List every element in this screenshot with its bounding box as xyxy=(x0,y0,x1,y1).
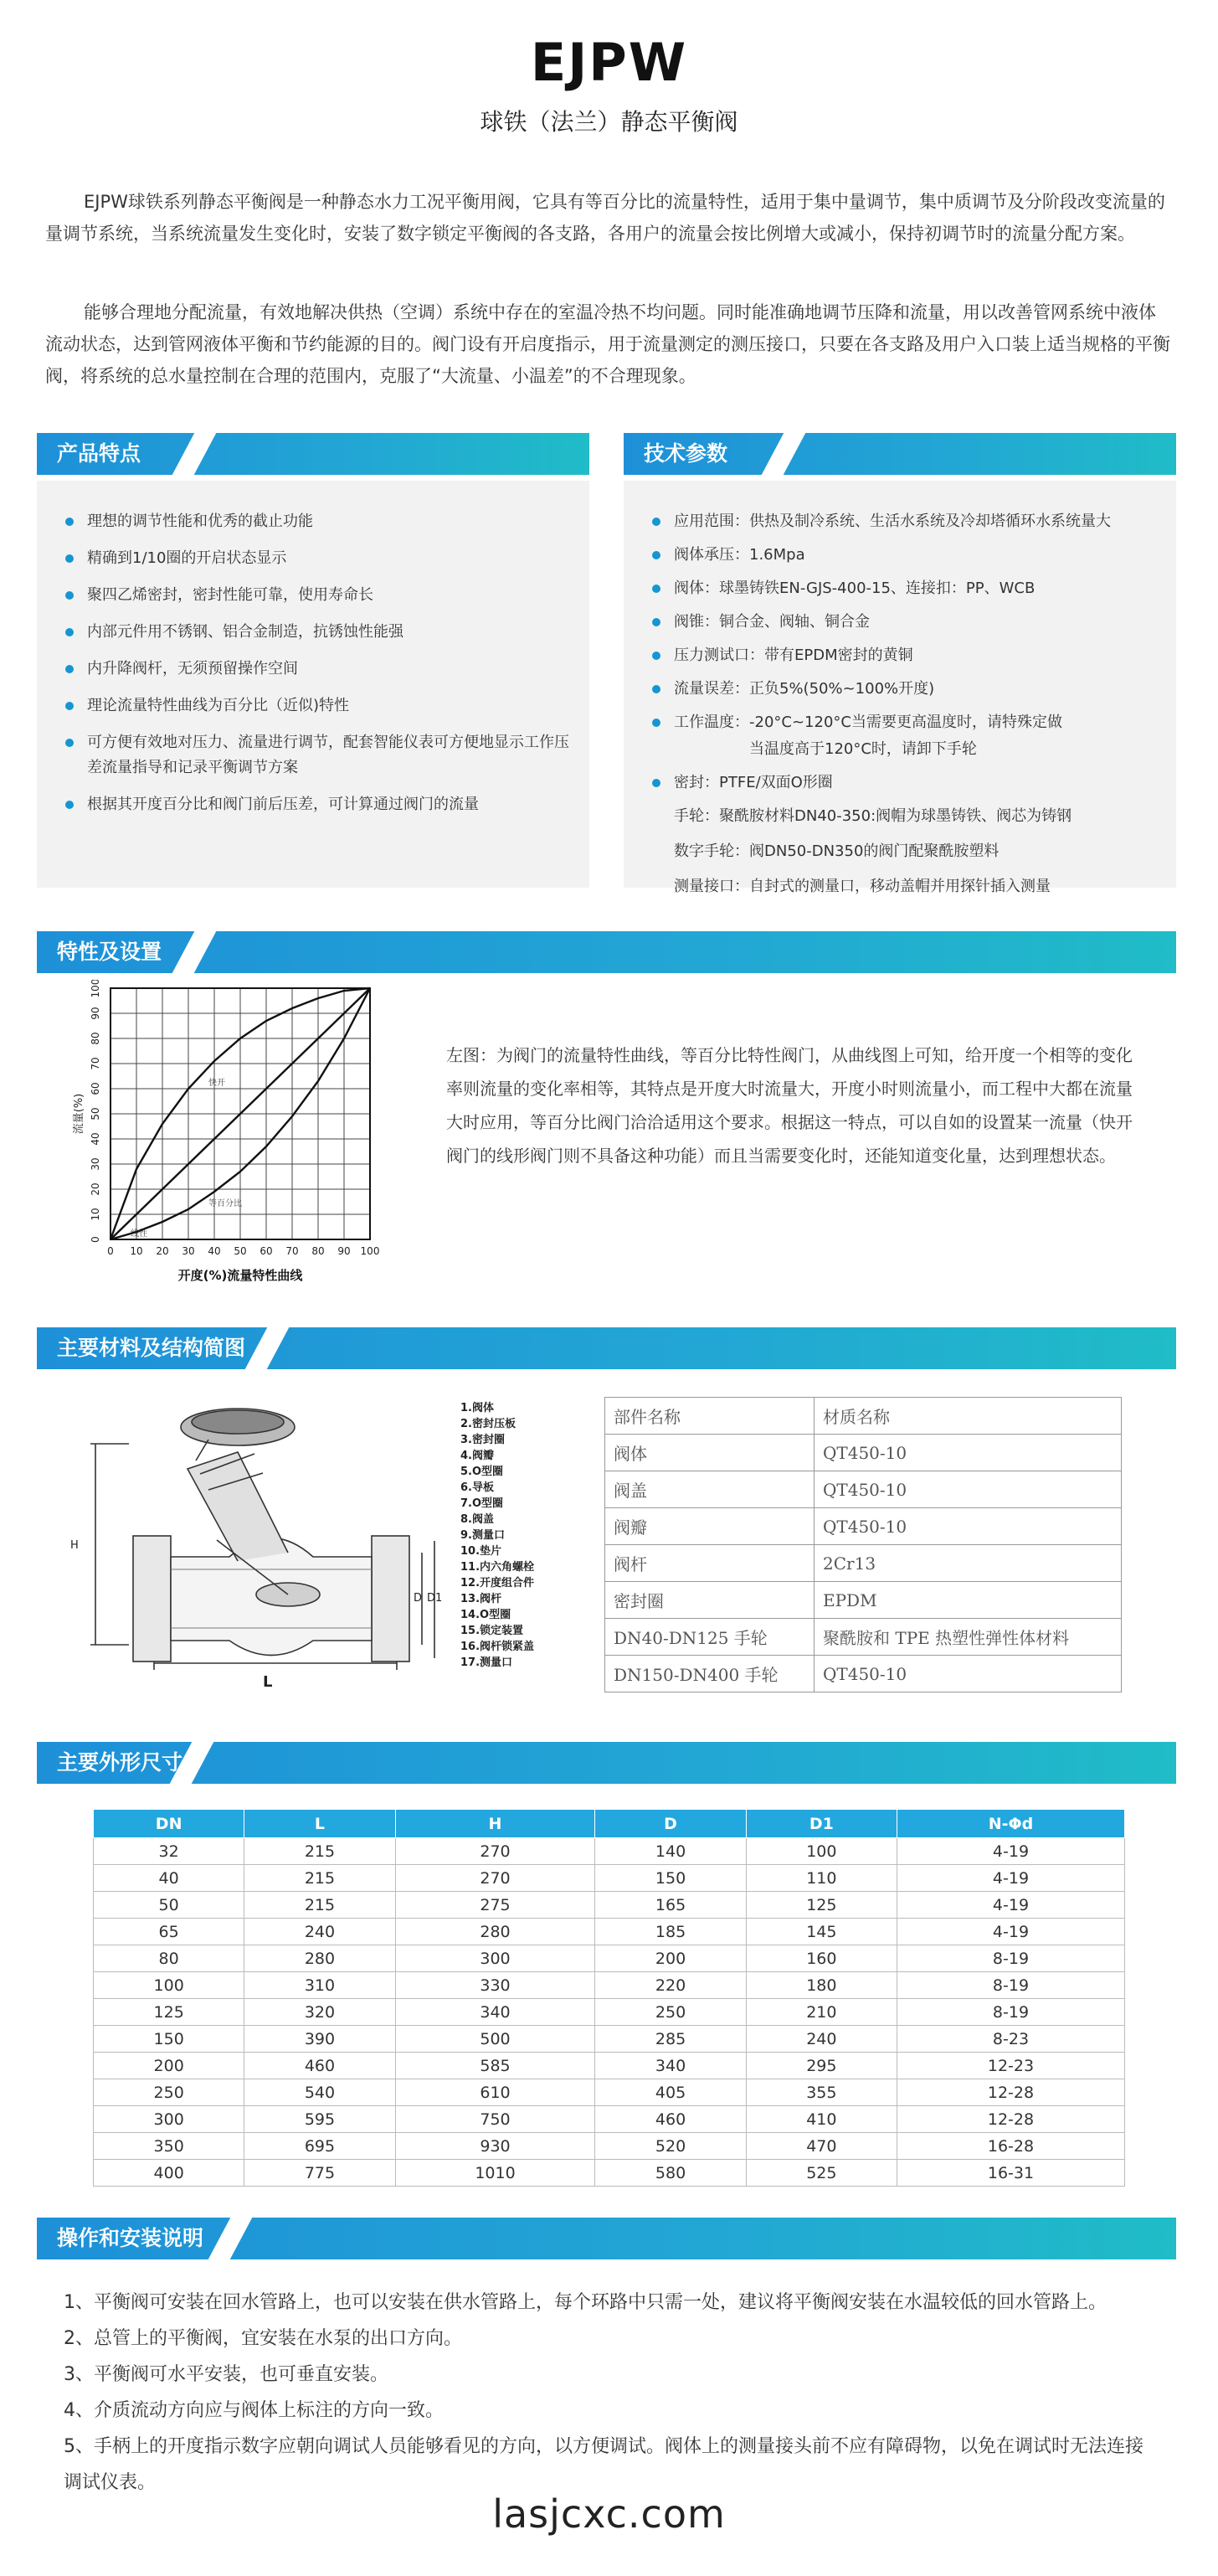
table-cell: 930 xyxy=(395,2133,595,2160)
table-cell: 65 xyxy=(94,1919,244,1945)
table-cell: 540 xyxy=(244,2079,395,2106)
dim-label-d: D xyxy=(414,1592,423,1605)
table-cell: 12-28 xyxy=(897,2079,1124,2106)
table-cell: 320 xyxy=(244,1999,395,2026)
table-cell: 160 xyxy=(746,1945,897,1972)
bullet-dot-icon xyxy=(652,618,660,626)
table-cell: QT450-10 xyxy=(815,1508,1122,1545)
flow-characteristic-chart xyxy=(67,980,452,1290)
table-cell: 1010 xyxy=(395,2160,595,2187)
table-cell: 8-19 xyxy=(897,1945,1124,1972)
operation-section-bar xyxy=(37,2218,1176,2259)
y-tick-label: 10 xyxy=(90,1208,101,1221)
y-tick-label: 0 xyxy=(90,1236,101,1243)
x-tick-label: 20 xyxy=(156,1245,169,1257)
table-cell: 280 xyxy=(395,1919,595,1945)
x-tick-label: 50 xyxy=(234,1245,247,1257)
tech-extra-line: 测量接口：自封式的测量口，移动盖帽并用探针插入测量 xyxy=(674,878,1051,895)
x-axis-label: 开度(%)流量特性曲线 xyxy=(177,1268,303,1283)
table-cell: 8-19 xyxy=(897,1972,1124,1999)
table-cell: 165 xyxy=(595,1892,746,1919)
tech-item-continued: 当温度高于120°C时，请卸下手轮 xyxy=(749,740,977,758)
x-tick-label: 90 xyxy=(337,1245,351,1257)
table-cell: 40 xyxy=(94,1865,244,1892)
feature-item: 理论流量特性曲线为百分比（近似)特性 xyxy=(62,693,571,719)
x-tick-label: 70 xyxy=(285,1245,299,1257)
table-cell: 330 xyxy=(395,1972,595,1999)
operation-bar-bg xyxy=(37,2218,1176,2259)
bullet-dot-icon xyxy=(652,719,660,727)
table-cell: 4-19 xyxy=(897,1892,1124,1919)
x-tick-label: 40 xyxy=(208,1245,221,1257)
diagram-legend xyxy=(460,1400,594,1671)
table-row xyxy=(605,1508,1122,1545)
table-cell: 250 xyxy=(595,1999,746,2026)
legend-item: 15.锁定装置 xyxy=(460,1625,524,1637)
legend-item: 5.O型圈 xyxy=(460,1466,504,1478)
features-list xyxy=(62,509,571,817)
materials-table xyxy=(604,1397,1122,1692)
table-row xyxy=(94,1972,1125,1999)
feature-item: 可方便有效地对压力、流量进行调节，配套智能仪表可方便地显示工作压差流量指导和记录平衡调节方案 xyxy=(62,730,571,781)
features-panel xyxy=(37,481,589,888)
tech-item: 阀体承压：1.6Mpa xyxy=(649,543,1163,568)
table-cell: EPDM xyxy=(815,1582,1122,1619)
y-tick-label: 80 xyxy=(90,1032,101,1045)
table-row xyxy=(605,1582,1122,1619)
x-tick-label: 0 xyxy=(107,1245,114,1257)
table-header-row xyxy=(605,1398,1122,1435)
table-row xyxy=(94,1999,1125,2026)
table-cell: 295 xyxy=(746,2053,897,2079)
table-row xyxy=(94,2026,1125,2053)
bullet-dot-icon xyxy=(65,739,74,747)
column-header: D1 xyxy=(746,1810,897,1838)
table-cell: 4-19 xyxy=(897,1919,1124,1945)
table-row xyxy=(94,2106,1125,2133)
table-cell: 阀瓣 xyxy=(605,1508,815,1545)
bullet-dot-icon xyxy=(652,685,660,693)
y-tick-label: 20 xyxy=(90,1182,101,1196)
table-cell: 340 xyxy=(595,2053,746,2079)
instruction-item: 4、介质流动方向应与阀体上标注的方向一致。 xyxy=(64,2400,444,2421)
tech-item: 压力测试口：带有EPDM密封的黄铜 xyxy=(649,643,1163,668)
table-cell: 100 xyxy=(746,1838,897,1865)
tech-item: 应用范围：供热及制冷系统、生活水系统及冷却塔循环水系统量大 xyxy=(649,509,1163,534)
table-cell: 610 xyxy=(395,2079,595,2106)
y-tick-label: 60 xyxy=(90,1082,101,1095)
valve-drawing-icon xyxy=(62,1394,464,1695)
table-cell: 100 xyxy=(94,1972,244,1999)
dim-label-l: L xyxy=(263,1673,273,1691)
legend-item: 9.测量口 xyxy=(460,1529,505,1542)
table-cell: 275 xyxy=(395,1892,595,1919)
table-row xyxy=(94,2079,1125,2106)
table-row xyxy=(605,1545,1122,1582)
x-tick-label: 60 xyxy=(260,1245,273,1257)
column-header: DN xyxy=(94,1810,244,1838)
table-cell: 12-23 xyxy=(897,2053,1124,2079)
materials-title: 主要材料及结构简图 xyxy=(57,1336,246,1360)
series-label: 快开 xyxy=(208,1079,225,1088)
tech-extra-line: 数字手轮：阀DN50-DN350的阀门配聚酰胺塑料 xyxy=(674,842,1000,860)
table-cell: 340 xyxy=(395,1999,595,2026)
legend-item: 7.O型圈 xyxy=(460,1497,504,1510)
table-cell: 410 xyxy=(746,2106,897,2133)
table-cell: 695 xyxy=(244,2133,395,2160)
series-label: 线性 xyxy=(131,1229,147,1239)
table-cell: 185 xyxy=(595,1919,746,1945)
feature-item: 内升降阀杆，无须预留操作空间 xyxy=(62,657,571,682)
dimensions-table-body xyxy=(94,1838,1125,2187)
bullet-dot-icon xyxy=(65,591,74,600)
x-tick-label: 10 xyxy=(130,1245,143,1257)
footer-site[interactable]: lasjcxc.com xyxy=(492,2491,726,2537)
tech-list xyxy=(649,509,1163,796)
table-cell: 215 xyxy=(244,1838,395,1865)
dimensions-title: 主要外形尺寸 xyxy=(57,1750,183,1775)
table-cell: 215 xyxy=(244,1865,395,1892)
table-cell: QT450-10 xyxy=(815,1471,1122,1508)
feature-item: 精确到1/10圈的开启状态显示 xyxy=(62,546,571,571)
legend-item: 3.密封圈 xyxy=(460,1434,505,1446)
legend-item: 6.导板 xyxy=(460,1481,494,1494)
table-row xyxy=(94,1865,1125,1892)
instruction-item: 1、平衡阀可安装在回水管路上，也可以安装在供水管路上，每个环路中只需一处，建议将平衡阀安装在水温较低的回水管路上。 xyxy=(64,2292,1108,2313)
table-cell: 580 xyxy=(595,2160,746,2187)
table-cell: 8-23 xyxy=(897,2026,1124,2053)
table-row xyxy=(94,1838,1125,1865)
table-cell: 270 xyxy=(395,1865,595,1892)
table-cell: 280 xyxy=(244,1945,395,1972)
table-cell: 585 xyxy=(395,2053,595,2079)
legend-item: 4.阀瓣 xyxy=(460,1450,494,1462)
bullet-dot-icon xyxy=(652,551,660,559)
table-cell: 500 xyxy=(395,2026,595,2053)
column-header: D xyxy=(595,1810,746,1838)
y-tick-label: 50 xyxy=(90,1107,101,1121)
table-cell: 300 xyxy=(395,1945,595,1972)
legend-item: 17.测量口 xyxy=(460,1656,513,1669)
table-cell: 阀体 xyxy=(605,1435,815,1471)
table-cell: 4-19 xyxy=(897,1838,1124,1865)
y-tick-label: 30 xyxy=(90,1157,101,1171)
instruction-item: 2、总管上的平衡阀，宜安装在水泵的出口方向。 xyxy=(64,2328,462,2349)
table-cell: 460 xyxy=(595,2106,746,2133)
y-tick-label: 90 xyxy=(90,1007,101,1020)
x-tick-label: 30 xyxy=(182,1245,195,1257)
instruction-item: 3、平衡阀可水平安装，也可垂直安装。 xyxy=(64,2364,388,2385)
table-cell: 180 xyxy=(746,1972,897,1999)
table-cell: 2Cr13 xyxy=(815,1545,1122,1582)
bullet-dot-icon xyxy=(65,518,74,526)
operation-instructions xyxy=(64,2285,1143,2501)
table-cell: 270 xyxy=(395,1838,595,1865)
table-cell: 215 xyxy=(244,1892,395,1919)
table-header-row xyxy=(94,1810,1125,1838)
y-tick-label: 70 xyxy=(90,1057,101,1070)
table-cell: 210 xyxy=(746,1999,897,2026)
table-row xyxy=(94,2053,1125,2079)
tech-item: 阀体：球墨铸铁EN-GJS-400-15、连接扣：PP、WCB xyxy=(649,576,1163,601)
legend-item: 10.垫片 xyxy=(460,1545,502,1558)
tech-title: 技术参数 xyxy=(644,441,728,466)
characteristics-title: 特性及设置 xyxy=(57,940,162,964)
table-header-cell: 材质名称 xyxy=(815,1398,1122,1435)
valve-structure-diagram xyxy=(62,1394,464,1695)
bullet-dot-icon xyxy=(65,628,74,636)
legend-item: 13.阀杆 xyxy=(460,1593,502,1605)
dimensions-table xyxy=(93,1809,1125,2187)
table-cell: 525 xyxy=(746,2160,897,2187)
tech-section-bar xyxy=(624,433,1176,475)
table-row xyxy=(605,1435,1122,1471)
table-cell: 110 xyxy=(746,1865,897,1892)
tech-item: 工作温度：-20°C~120°C当需要更高温度时，请特殊定做 xyxy=(649,710,1163,735)
legend-item: 16.阀杆锁紧盖 xyxy=(460,1641,535,1653)
table-row xyxy=(94,2160,1125,2187)
table-cell: 310 xyxy=(244,1972,395,1999)
table-cell: 密封圈 xyxy=(605,1582,815,1619)
table-cell: 16-31 xyxy=(897,2160,1124,2187)
tech-item: 流量误差：正负5%(50%~100%开度) xyxy=(649,677,1163,702)
table-cell: 80 xyxy=(94,1945,244,1972)
feature-item: 内部元件用不锈钢、铝合金制造，抗锈蚀性能强 xyxy=(62,620,571,645)
y-tick-label: 40 xyxy=(90,1132,101,1146)
table-cell: DN40-DN125 手轮 xyxy=(605,1619,815,1656)
bullet-dot-icon xyxy=(652,779,660,787)
legend-item: 14.O型圈 xyxy=(460,1609,511,1621)
dim-label-d1: D1 xyxy=(427,1592,443,1605)
table-cell: 200 xyxy=(94,2053,244,2079)
table-cell: 750 xyxy=(395,2106,595,2133)
feature-item: 根据其开度百分比和阀门前后压差，可计算通过阀门的流量 xyxy=(62,792,571,817)
table-cell: 285 xyxy=(595,2026,746,2053)
table-cell: 350 xyxy=(94,2133,244,2160)
table-cell: 阀杆 xyxy=(605,1545,815,1582)
instruction-item: 5、手柄上的开度指示数字应朝向调试人员能够看见的方向，以方便调试。阀体上的测量接头前不应有障碍物，以免在调试时无法连接调试仪表。 xyxy=(64,2436,1144,2493)
table-header-cell: 部件名称 xyxy=(605,1398,815,1435)
characteristics-description: 左图：为阀门的流量特性曲线，等百分比特性阀门，从曲线图上可知，给开度一个相等的变化率则流量的变化率相等，其特点是开度大时流量大，开度小时则流量小，而工程中大都在流量大时应用，等百分比阀门洽洽适用这个要求。根据这一特点，可以自如的设置某一流量（快开阀门的线形阀门则不具备这种功能）而且当需要变化时，还能知道变化量，达到理想状态。 xyxy=(446,1045,1133,1166)
x-tick-label: 80 xyxy=(311,1245,325,1257)
features-section-bar xyxy=(37,433,589,475)
bullet-dot-icon xyxy=(65,801,74,809)
intro-paragraph-1: EJPW球铁系列静态平衡阀是一种静态水力工况平衡用阀，它具有等百分比的流量特性，适用于集中量调节，集中质调节及分阶段改变流量的量调节系统，当系统流量发生变化时，安装了数字锁定平衡阀的各支路，各用户的流量会按比例增大或减小，保持初调节时的流量分配方案。 xyxy=(45,192,1165,244)
table-cell: 4-19 xyxy=(897,1865,1124,1892)
table-cell: 50 xyxy=(94,1892,244,1919)
table-cell: DN150-DN400 手轮 xyxy=(605,1656,815,1692)
legend-item: 8.阀盖 xyxy=(460,1513,494,1526)
tech-extra-line: 手轮：聚酰胺材料DN40-350:阀帽为球墨铸铁、阀芯为铸钢 xyxy=(674,807,1072,825)
tech-panel xyxy=(624,481,1176,895)
table-cell: 240 xyxy=(244,1919,395,1945)
table-cell: 12-28 xyxy=(897,2106,1124,2133)
table-cell: 150 xyxy=(595,1865,746,1892)
table-cell: 250 xyxy=(94,2079,244,2106)
features-title: 产品特点 xyxy=(57,441,141,466)
table-cell: 220 xyxy=(595,1972,746,1999)
column-header: N-Φd xyxy=(897,1810,1124,1838)
column-header: L xyxy=(244,1810,395,1838)
page-title: EJPW xyxy=(530,32,688,93)
y-axis-label: 流量(%) xyxy=(73,1093,85,1135)
table-cell: QT450-10 xyxy=(815,1435,1122,1471)
table-cell: 8-19 xyxy=(897,1999,1124,2026)
characteristics-section-bar xyxy=(37,931,1176,973)
dimensions-section-bar xyxy=(37,1742,1176,1784)
table-cell: 140 xyxy=(595,1838,746,1865)
table-cell: 32 xyxy=(94,1838,244,1865)
table-cell: 390 xyxy=(244,2026,395,2053)
materials-section-bar xyxy=(37,1327,1176,1369)
feature-item: 聚四乙烯密封，密封性能可靠，使用寿命长 xyxy=(62,583,571,608)
table-cell: 775 xyxy=(244,2160,395,2187)
column-header: H xyxy=(395,1810,595,1838)
table-cell: 125 xyxy=(746,1892,897,1919)
page-subtitle: 球铁（法兰）静态平衡阀 xyxy=(480,108,738,136)
table-cell: 聚酰胺和 TPE 热塑性弹性体材料 xyxy=(815,1619,1122,1656)
bullet-dot-icon xyxy=(65,665,74,673)
table-cell: QT450-10 xyxy=(815,1656,1122,1692)
table-cell: 520 xyxy=(595,2133,746,2160)
bullet-dot-icon xyxy=(652,652,660,660)
table-cell: 200 xyxy=(595,1945,746,1972)
bullet-dot-icon xyxy=(65,702,74,710)
table-cell: 16-28 xyxy=(897,2133,1124,2160)
table-cell: 595 xyxy=(244,2106,395,2133)
table-cell: 150 xyxy=(94,2026,244,2053)
legend-item: 12.开度组合件 xyxy=(460,1577,535,1589)
table-cell: 300 xyxy=(94,2106,244,2133)
legend-item: 2.密封压板 xyxy=(460,1418,516,1430)
table-cell: 145 xyxy=(746,1919,897,1945)
table-cell: 240 xyxy=(746,2026,897,2053)
bullet-dot-icon xyxy=(652,585,660,593)
table-row xyxy=(94,1919,1125,1945)
operation-title: 操作和安装说明 xyxy=(57,2226,204,2250)
table-row xyxy=(94,2133,1125,2160)
feature-item: 理想的调节性能和优秀的截止功能 xyxy=(62,509,571,534)
tech-item: 密封：PTFE/双面O形圈 xyxy=(649,770,1163,796)
table-cell: 405 xyxy=(595,2079,746,2106)
x-tick-label: 100 xyxy=(360,1245,380,1257)
dim-label-h: H xyxy=(70,1539,79,1552)
table-cell: 460 xyxy=(244,2053,395,2079)
flow-chart-svg xyxy=(67,980,452,1290)
bullet-dot-icon xyxy=(652,518,660,526)
legend-item: 11.内六角螺栓 xyxy=(460,1561,535,1574)
legend-item: 1.阀体 xyxy=(460,1402,494,1414)
table-cell: 阀盖 xyxy=(605,1471,815,1508)
table-cell: 470 xyxy=(746,2133,897,2160)
series-label: 等百分比 xyxy=(208,1199,242,1208)
table-row xyxy=(605,1656,1122,1692)
bullet-dot-icon xyxy=(65,554,74,563)
table-row xyxy=(94,1892,1125,1919)
table-row xyxy=(605,1471,1122,1508)
table-cell: 400 xyxy=(94,2160,244,2187)
table-row xyxy=(605,1619,1122,1656)
tech-item: 阀锥：铜合金、阀轴、铜合金 xyxy=(649,610,1163,635)
table-row xyxy=(94,1945,1125,1972)
y-tick-label: 100 xyxy=(90,980,101,998)
table-cell: 355 xyxy=(746,2079,897,2106)
table-cell: 125 xyxy=(94,1999,244,2026)
intro-paragraph-2: 能够合理地分配流量，有效地解决供热（空调）系统中存在的室温冷热不均问题。同时能准确地调节压降和流量，用以改善管网系统中液体流动状态，达到管网液体平衡和节约能源的目的。阀门设有开启度指示，用于流量测定的测压接口，只要在各支路及用户入口装上适当规格的平衡阀，将系统的总水量控制在合理的范围内，克服了“大流量、小温差”的不合理现象。 xyxy=(45,302,1170,386)
